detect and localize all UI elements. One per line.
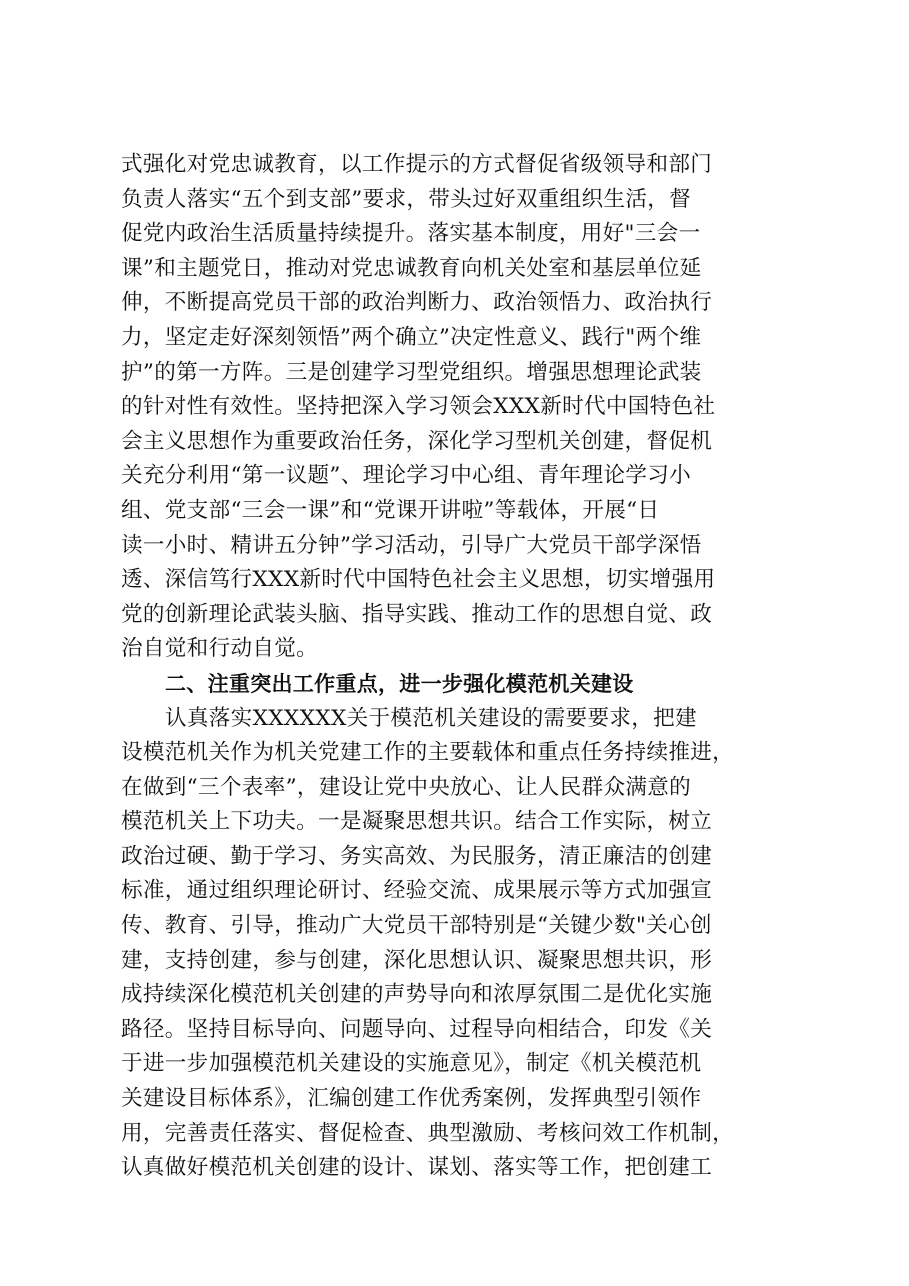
paragraph-line: 治自觉和行动自觉。	[121, 636, 319, 662]
paragraph-line: 标准，通过组织理论研讨、经验交流、成果展示等方式加强宣	[121, 878, 713, 904]
paragraph-line: 认真做好模范机关创建的设计、谋划、落实等工作，把创建工	[121, 1155, 713, 1181]
paragraph-line: 透、深信笃行XXX新时代中国特色社会主义思想，切实增强用	[121, 567, 716, 593]
paragraph-line: 党的创新理论武装头脑、指导实践、推动工作的思想自觉、政	[121, 601, 713, 627]
paragraph-line: 成持续深化模范机关创建的声势导向和浓厚氛围二是优化实施	[121, 982, 713, 1008]
paragraph-line: 会主义思想作为重要政治任务，深化学习型机关创建，督促机	[121, 428, 713, 454]
paragraph-line: 式强化对党忠诚教育，以工作提示的方式督促省级领导和部门	[121, 152, 713, 177]
paragraph-line: 负责人落实“五个到支部”要求，带头过好双重组织生活，督	[121, 186, 692, 212]
paragraph-line: 课”和主题党日，推动对党忠诚教育向机关处室和基层单位延	[121, 255, 702, 281]
paragraph-line: 模范机关上下功夫。一是凝聚思想共识。结合工作实际，树立	[121, 809, 713, 835]
paragraph-line: 组、党支部“三会一课”和“党课开讲啦”等载体，开展“日	[121, 497, 660, 523]
paragraph-line: 力，坚定走好深刻领悟”两个确立”决定性意义、践行"两个维	[121, 324, 702, 350]
paragraph-line: 护”的第一方阵。三是创建学习型党组织。增强思想理论武装	[121, 359, 702, 385]
paragraph-line: 路径。坚持目标导向、问题导向、过程导向相结合，印发《关	[121, 1016, 713, 1042]
document-body	[121, 148, 793, 1186]
paragraph-line: 政治过硬、勤于学习、务实高效、为民服务，清正廉洁的创建	[121, 843, 713, 869]
paragraph-line: 传、教育、引导，推动广大党员干部特别是“关键少数"关心创	[121, 913, 712, 939]
paragraph-line: 建，支持创建，参与创建，深化思想认识、凝聚思想共识，形	[121, 947, 713, 973]
paragraph-line: 于进一步加强模范机关建设的实施意见》，制定《机关模范机	[121, 1051, 702, 1077]
paragraph-line: 认真落实XXXXXX关于模范机关建设的需要要求，把建	[165, 705, 697, 731]
paragraph-line: 在做到“三个表率”，建设让党中央放心、让人民群众满意的	[121, 774, 692, 800]
paragraph-line: 关建设目标体系》，汇编创建工作优秀案例，发挥典型引领作	[121, 1086, 702, 1112]
paragraph-line: 的针对性有效性。坚持把深入学习领会XXX新时代中国特色社	[121, 394, 716, 420]
paragraph-line: 设模范机关作为机关党建工作的主要载体和重点任务持续推进，	[121, 740, 735, 766]
section-heading: 二、注重突出工作重点，进一步强化模范机关建设	[165, 671, 634, 696]
paragraph-line: 促党内政治生活质量持续提升。落实基本制度，用好"三会一	[121, 221, 701, 247]
paragraph-line: 读一小时、精讲五分钟”学习活动，引导广大党员干部学深悟	[121, 532, 702, 558]
paragraph-line: 关充分利用“第一议题”、理论学习中心组、青年理论学习小	[121, 463, 692, 489]
paragraph-line: 伸，不断提高党员干部的政治判断力、政治领悟力、政治执行	[121, 290, 713, 316]
paragraph-line: 用，完善责任落实、督促检查、典型激励、考核问效工作机制，	[121, 1120, 735, 1146]
